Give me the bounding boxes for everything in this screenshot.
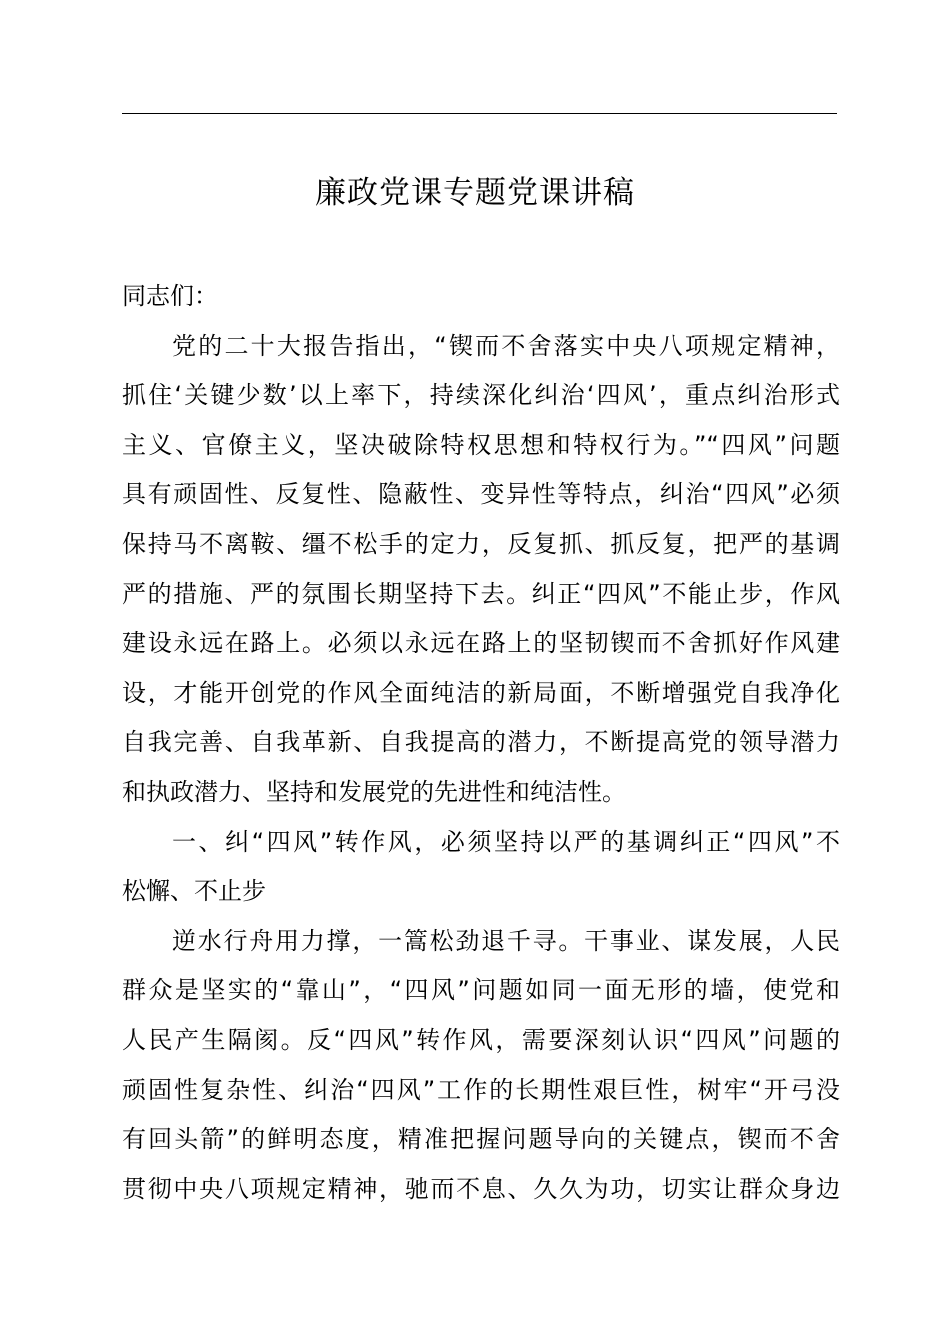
body-text-line: 人民产生隔阂。反“四风”转作风，需要深刻认识“四风”问题的 — [122, 1025, 840, 1054]
body-text-line: 具有顽固性、反复性、隐蔽性、变异性等特点，纠治“四风”必须 — [122, 480, 840, 509]
body-text-line: 有回头箭”的鲜明态度，精准把握问题导向的关键点，锲而不舍 — [122, 1125, 840, 1154]
document-body — [122, 272, 840, 1214]
document-title: 廉政党课专题党课讲稿 — [315, 175, 635, 211]
body-text-line: 保持马不离鞍、缰不松手的定力，反复抓、抓反复，把严的基调 — [122, 529, 840, 558]
header-rule — [122, 113, 837, 114]
body-text-line: 一、纠“四风”转作风，必须坚持以严的基调纠正“四风”不 — [172, 827, 840, 856]
body-text-line: 建设永远在路上。必须以永远在路上的坚韧锲而不舍抓好作风建 — [122, 629, 840, 658]
body-text-line: 主义、官僚主义，坚决破除特权思想和特权行为。”“四风”问题 — [122, 430, 840, 459]
body-text-line: 设，才能开创党的作风全面纯洁的新局面，不断增强党自我净化 — [122, 678, 840, 707]
body-text-line: 党的二十大报告指出，“锲而不舍落实中央八项规定精神， — [172, 331, 840, 360]
body-text-line: 严的措施、严的氛围长期坚持下去。纠正“四风”不能止步，作风 — [122, 579, 840, 608]
body-text-line: 逆水行舟用力撑，一篙松劲退千寻。干事业、谋发展，人民 — [172, 926, 840, 955]
body-text-line: 群众是坚实的“靠山”，“四风”问题如同一面无形的墙，使党和 — [122, 976, 840, 1005]
body-text-line: 同志们： — [122, 282, 218, 310]
body-text-line: 抓住‘关键少数’以上率下，持续深化纠治‘四风’，重点纠治形式 — [122, 381, 840, 410]
body-text-line: 自我完善、自我革新、自我提高的潜力，不断提高党的领导潜力 — [122, 728, 840, 757]
body-text-line: 贯彻中央八项规定精神，驰而不息、久久为功，切实让群众身边 — [122, 1174, 840, 1203]
body-text-line: 和执政潜力、坚持和发展党的先进性和纯洁性。 — [122, 777, 626, 806]
body-text-line: 顽固性复杂性、纠治“四风”工作的长期性艰巨性，树牢“开弓没 — [122, 1075, 840, 1104]
body-text-line: 松懈、不止步 — [122, 877, 266, 906]
